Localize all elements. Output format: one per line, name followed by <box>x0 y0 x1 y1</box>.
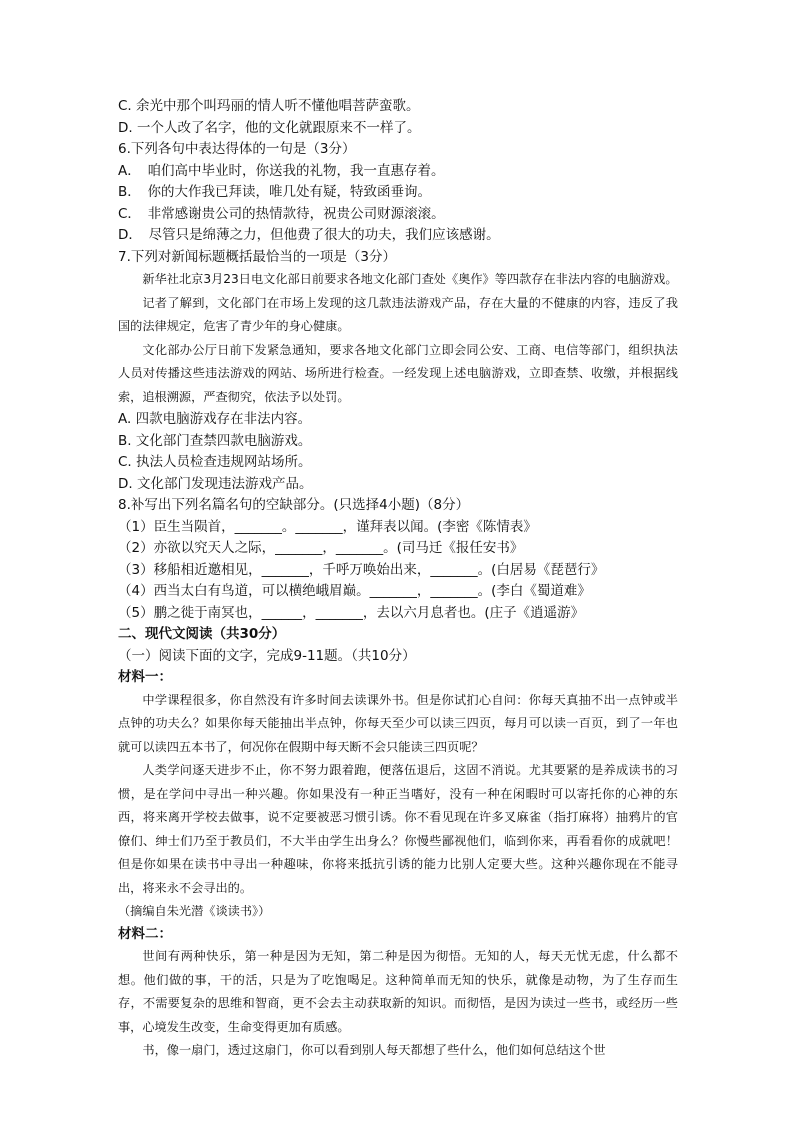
q8-item: （2）亦欲以究天人之际，_______，_______。(司马迁《报任安书》 <box>118 540 524 556</box>
q6-stem: 6.下列各句中表达得体的一句是（3分） <box>118 141 356 157</box>
q8-item: （3）移船相近邀相见，_______，千呼万唤始出来，_______。(白居易《琵琶行》 <box>118 561 605 578</box>
material2-label: 材料二： <box>118 925 172 942</box>
q7-news-para: 新华社北京3月23日电文化部日前要求各地文化部门查处《奥作》等四款存在非法内容的电脑游戏。 <box>142 272 678 286</box>
material1-para: 中学课程很多，你自然没有许多时间去读课外书。但是你试扪心自问：你每天真抽不出一点钟或半点钟的功夫么？如果你每天能抽出半点钟，你每天至少可以读三四页，每月可以读一百页，到了一年也就可以读四五本书了，何况你在假期中每天断不会只能读三四页呢？ <box>118 692 678 754</box>
material1-source: （摘编自朱光潜《谈读书》） <box>118 904 271 918</box>
q8-item: （5）鹏之徙于南冥也，______，_______，去以六月息者也。(庄子《逍遥游》 <box>118 604 585 621</box>
q5-option-d: D. 一个人改了名字，他的文化就跟原来不一样了。 <box>118 119 421 136</box>
q7-option-c: C. 执法人员检查违规网站场所。 <box>118 454 312 470</box>
q8-stem: 8.补写出下列名篇名句的空缺部分。(只选择4小题)（8分） <box>118 497 470 513</box>
material2-para: 书，像一扇门，透过这扇门，你可以看到别人每天都想了些什么，他们如何总结这个世 <box>142 1043 606 1057</box>
q7-news-para: 文化部办公厅日前下发紧急通知，要求各地文化部门立即会同公安、工商、电信等部门，组织执法人员对传播这些违法游戏的网站、场所进行检查。一经发现上述电脑游戏，立即查禁、收缴，并根据线索，追根溯源，严查彻究，依法予以处罚。 <box>118 342 678 404</box>
section-subtitle: （一）阅读下面的文字，完成9-11题。（共10分） <box>118 647 416 664</box>
q6-option-c: C． 非常感谢贵公司的热情款待，祝贵公司财源滚滚。 <box>118 205 445 222</box>
q7-option-a: A. 四款电脑游戏存在非法内容。 <box>118 411 312 427</box>
q6-option-b: B． 你的大作我已拜读，唯几处有疑，特致函垂询。 <box>118 184 432 200</box>
q8-item: （4）西当太白有鸟道，可以横绝峨眉巅。_______，_______。(李白《蜀道难》 <box>118 583 591 599</box>
material1-para: 人类学问逐天进步不止，你不努力跟着跑，便落伍退后，这固不消说。尤其要紧的是养成读书的习惯，是在学问中寻出一种兴趣。你如果没有一种正当嗜好，没有一种在闲暇时可以寄托你的心神的东西，将来离开学校去做事，说不定要被恶习惯引诱。你不看见现在许多叉麻雀（指打麻将）抽鸦片的官僚们、绅士们乃至于教员们，不大半由学生出身么？你慢些鄙视他们，临到你来，再看看你的成就吧！但是你如果在读书中寻出一种趣味，你将来抵抗引诱的能力比别人定要大些。这种兴趣你现在不能寻出，将来永不会寻出的。 <box>118 763 678 895</box>
q7-option-d: D. 文化部门发现违法游戏产品。 <box>118 475 313 492</box>
q6-option-a: A． 咱们高中毕业时，你送我的礼物，我一直惠存着。 <box>118 162 445 179</box>
q7-option-b: B. 文化部门查禁四款电脑游戏。 <box>118 432 312 449</box>
q5-option-c: C. 余光中那个叫玛丽的情人听不懂他唱菩萨蛮歌。 <box>118 98 420 114</box>
q7-news-para: 记者了解到，文化部门在市场上发现的这几款违法游戏产品，存在大量的不健康的内容，违反了我国的法律规定，危害了青少年的身心健康。 <box>118 295 678 333</box>
exam-page <box>118 96 678 1063</box>
q7-stem: 7.下列对新闻标题概括最恰当的一项是（3分） <box>118 248 396 265</box>
material1-label: 材料一： <box>118 669 172 685</box>
q8-item: （1）臣生当陨首，_______。_______，谨拜表以闻。(李密《陈情表》 <box>118 518 537 535</box>
section-title: 二、现代文阅读（共30分） <box>118 626 286 642</box>
material2-para: 世间有两种快乐，第一种是因为无知，第二种是因为彻悟。无知的人，每天无忧无虑，什么都不想。他们做的事，干的活，只是为了吃饱喝足。这种简单而无知的快乐，就像是动物，为了生存而生存，不需要复杂的思维和智商，更不会去主动获取新的知识。而彻悟，是因为读过一些书，或经历一些事，心境发生改变，生命变得更加有质感。 <box>118 949 678 1034</box>
q6-option-d: D． 尽管只是绵薄之力，但他费了很大的功夫，我们应该感谢。 <box>118 227 500 243</box>
